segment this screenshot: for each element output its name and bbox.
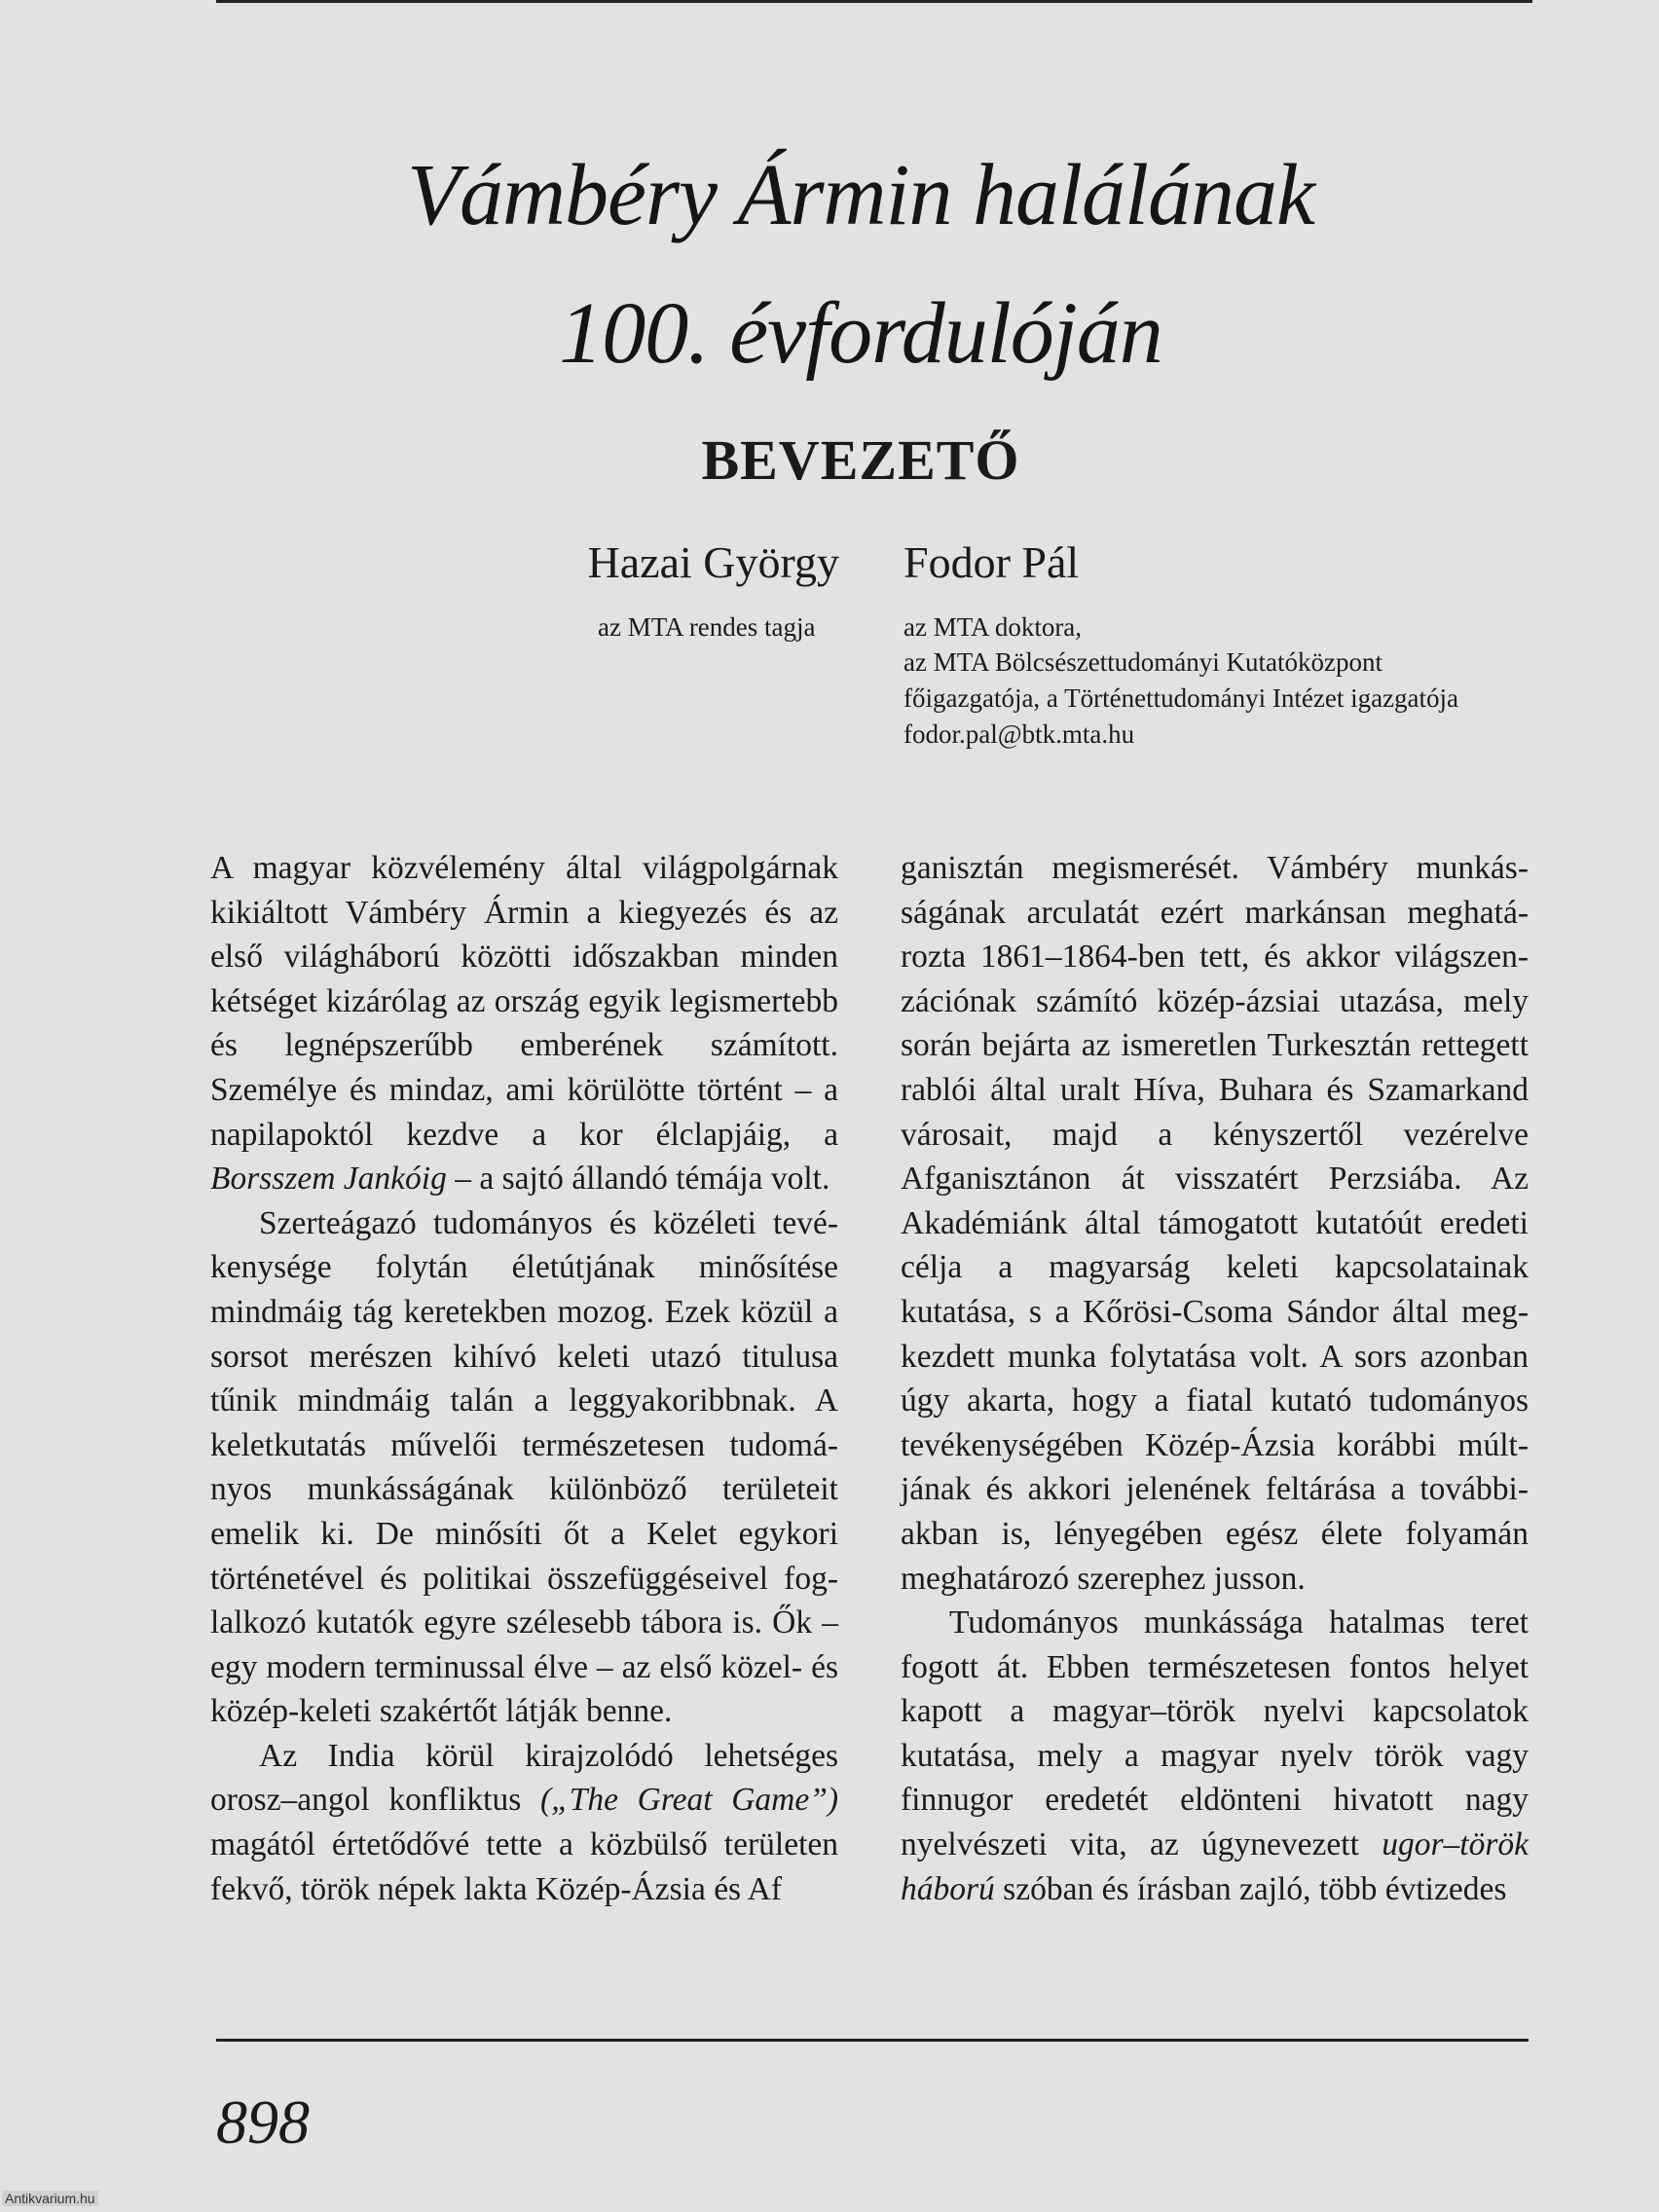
body-column-right bbox=[901, 846, 1529, 1911]
paragraph: ganisztán megismerését. Vámbéry munkásságának arculatát ezért markánsan meghatározta 1861–1864-ben tett, és akkor világszenzációnak számító közép-ázsiai utazása, mely során bejárta az ismeretlen Turkesztán rettegett rablói által uralt Híva, Buhara és Szamarkand városait, majd a kényszertől vezérelve Afganisztánon át visszatért Perzsiába. Az Akadémiánk által támogatott kutatóút eredeti célja a magyarság keleti kapcsolatainak kutatása, s a Kőrösi-Csoma Sándor által megkezdett munka folytatása volt. A sors azonban úgy akarta, hogy a fiatal kutató tudományos tevékenységében Közép-Ázsia korábbi múltjának és akkori jelenének feltárása a továbbiakban is, lényegében egész élete folyamán meghatározó szerephez jusson. bbox=[901, 850, 1529, 1597]
author-email: fodor.pal@btk.mta.hu bbox=[903, 719, 1135, 749]
author-affiliation: főigazgatója, a Történettudományi Intézet igazgatója bbox=[903, 683, 1459, 713]
bottom-rule bbox=[216, 2039, 1529, 2042]
paragraph-text: A magyar közvélemény által világpolgárnak kikiáltott Vámbéry Ármin a kiegyezés és az első világháború közötti időszakban minden kétséget kizárólag az ország egyik legismertebb és legnépszerűbb emberének számított. Személye és mindaz, ami körülötte történt – a napilapoktól kezdve a kor élclapjáig, a bbox=[210, 850, 838, 1153]
paragraph-text: Az India körül kirajzolódó lehetséges orosz–angol konfliktus bbox=[210, 1737, 838, 1819]
italic-title: Borsszem Jankóig bbox=[210, 1161, 447, 1198]
paragraph bbox=[210, 1734, 838, 1911]
author-affiliation: az MTA rendes tagja bbox=[598, 612, 816, 642]
author-affiliation: az MTA Bölcsészettudományi Kutatóközpont bbox=[903, 647, 1382, 677]
author-name-hazai: Hazai György bbox=[587, 537, 839, 587]
author-affiliation: az MTA doktora, bbox=[903, 612, 1083, 642]
title-line-1: Vámbéry Ármin halálának bbox=[407, 147, 1314, 243]
top-rule bbox=[216, 0, 1532, 3]
paragraph bbox=[901, 1601, 1529, 1911]
paragraph: Szerteágazó tudományos és közéleti tevékenysége folytán életútjának minősítése mindmáig tág keretekben mozog. Ezek közül a sorsot merészen kihívó keleti utazó titulusa tűnik mindmáig talán a leggyakoribbnak. A keletkutatás művelői természetesen tudományos munkásságának különböző területeit emelik ki. De minősíti őt a Kelet egykori történetével és politikai összefüggéseivel foglalkozó kutatók egyre szélesebb tábora is. Ők – egy modern terminussal élve – az első közel- és közép-keleti szakértőt látják benne. bbox=[210, 1204, 838, 1730]
author-name-fodor: Fodor Pál bbox=[903, 537, 1080, 587]
italic-phrase: ugor–török háború bbox=[901, 1826, 1529, 1907]
paragraph-text: Tudományos munkássága hatalmas teret fogott át. Ebben természetesen fontos helyet kapott a magyar–török nyelvi kapcsolatok kutatása, mely a magyar nyelv török vagy finnugor eredetét eldönteni hivatott nagy nyelvészeti vita, az úgynevezett bbox=[901, 1604, 1529, 1863]
paragraph bbox=[210, 846, 838, 1201]
title-line-2: 100. évfordulóján bbox=[559, 285, 1162, 382]
watermark: Antikvarium.hu bbox=[2, 2191, 98, 2206]
paragraph-text: szóban és írásban zajló, több évtizedes bbox=[994, 1870, 1507, 1907]
article-title bbox=[216, 127, 1505, 403]
italic-phrase: („The Great Game”) bbox=[539, 1782, 838, 1819]
paragraph-text: – a sajtó állandó témája volt. bbox=[446, 1161, 830, 1198]
paragraph-text: magától értetődővé tette a közbülső területen fekvő, török népek lakta Közép-Ázsia és Af bbox=[210, 1826, 838, 1907]
page-number: 898 bbox=[216, 2087, 310, 2157]
body-column-left bbox=[210, 846, 838, 1911]
section-heading: BEVEZETŐ bbox=[701, 428, 1020, 492]
